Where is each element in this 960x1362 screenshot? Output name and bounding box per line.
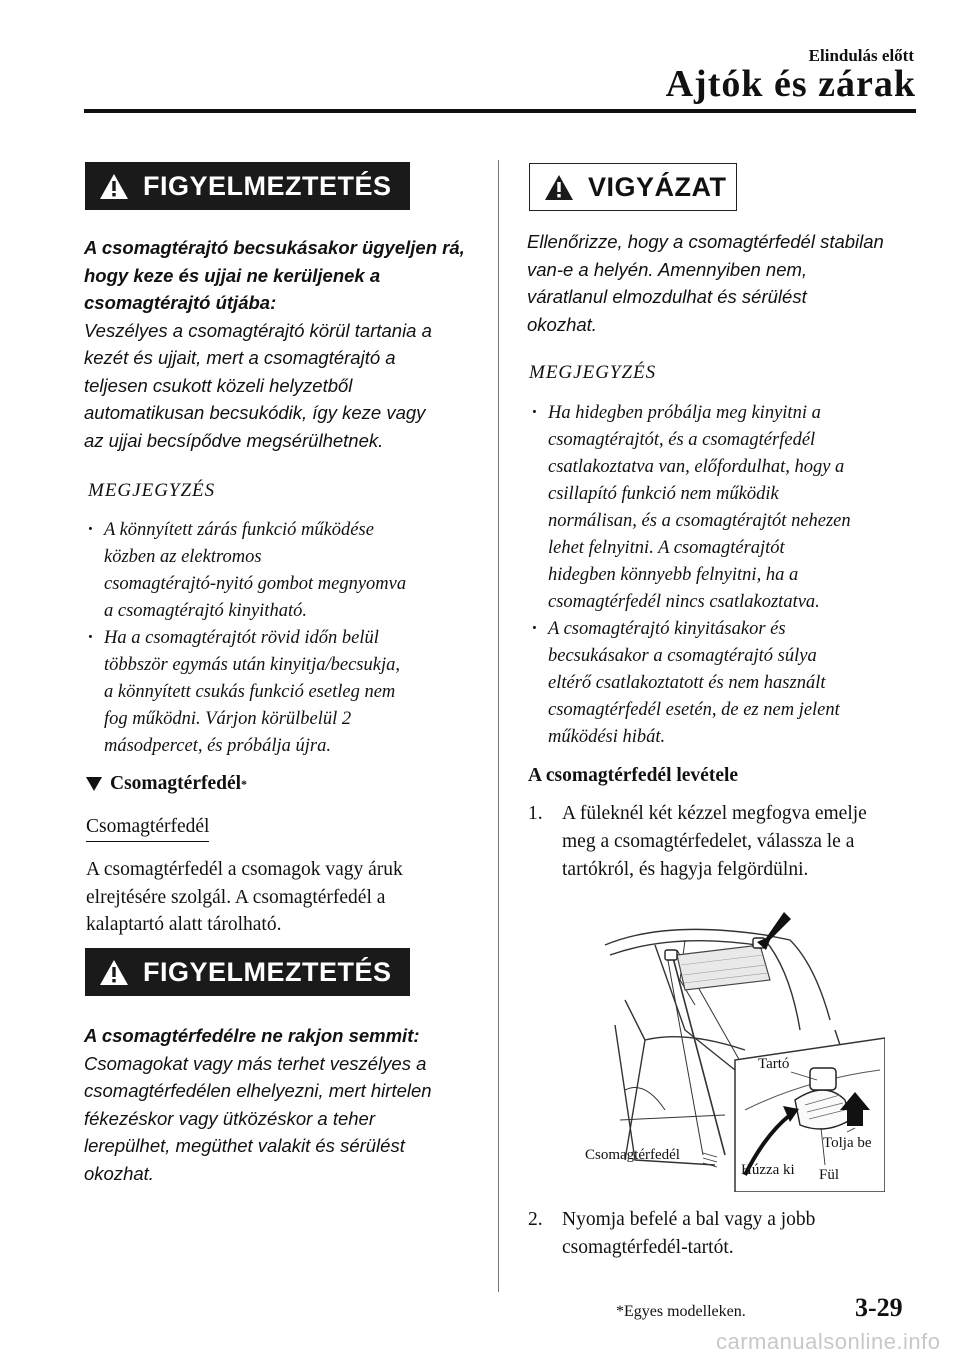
note-line: · Ha hidegben próbálja meg kinyitni a (548, 403, 821, 423)
warning-2-body-line: okozhat. (84, 1162, 154, 1184)
step-item (528, 800, 928, 884)
warning-2-body-line: fékezéskor vagy ütközéskor a teher (84, 1107, 376, 1129)
underlined-heading: Csomagtérfedél (86, 816, 209, 842)
footnote-marker: * (241, 776, 248, 791)
removal-heading: A csomagtérfedél levétele (528, 765, 739, 786)
note-line: a csomagtérajtó kinyitható. (104, 601, 307, 621)
warning-label-1 (85, 162, 410, 210)
note-line: csillapító funkció nem működik (548, 484, 779, 504)
column-divider (498, 160, 499, 1292)
note-line: másodpercet, és próbálja újra. (104, 736, 331, 756)
note-list-left (84, 517, 484, 760)
step-item (528, 1206, 928, 1262)
paragraph-line: kalaptartó alatt tárolható. (86, 914, 282, 935)
warning-2-body-line: lerepülhet, megüthet valakit és sérülést (84, 1135, 405, 1156)
note-item (528, 616, 928, 751)
paragraph-line: elrejtésére szolgál. A csomagtérfedél a (86, 886, 386, 908)
note-line: eltérő csatlakoztatott és nem használt (548, 673, 826, 693)
section-title: Elindulás előtt (808, 46, 914, 65)
note-line: fog működni. Várjon körülbelül 2 (104, 709, 352, 729)
warning-2-text (84, 1022, 476, 1187)
warning-1-body-line: automatikusan becsukódik, így keze vagy (84, 402, 426, 423)
note-line: csomagtérajtó-nyitó gombot megnyomva (104, 574, 407, 594)
note-item (84, 625, 484, 760)
step-text (562, 800, 867, 884)
paragraph-line: A csomagtérfedél a csomagok vagy áruk (86, 859, 403, 880)
note-line: csomagtérajtót, és a csomagtérfedél (548, 430, 816, 450)
warning-icon (99, 173, 129, 200)
note-line: normálisan, és a csomagtérajtót nehezen (548, 511, 851, 531)
warning-1-body-line: az ujjai becsípődve megsérülhetnek. (84, 429, 384, 451)
step-list-2 (528, 1206, 928, 1262)
warning-1-body-line: teljesen csukott közeli helyzetből (84, 374, 353, 396)
step-line: A füleknél két kézzel megfogva emelje (562, 803, 867, 824)
cover-paragraph (86, 856, 478, 939)
step-list-1 (528, 800, 928, 884)
note-line: csomagtérfedél nincs csatlakoztatva. (548, 592, 820, 612)
note-line: csomagtérfedél esetén, de ez nem jelent (548, 700, 840, 720)
note-line: · A könnyített zárás funkció működése (104, 520, 374, 540)
note-line: közben az elektromos (104, 547, 262, 567)
note-line: · A csomagtérajtó kinyitásakor és (548, 619, 786, 639)
warning-2-body-line: Csomagokat vagy más terhet veszélyes a (84, 1052, 427, 1074)
header-rule (84, 109, 916, 113)
figure-label-holder: Tartó (758, 1056, 790, 1072)
note-line: becsukásakor a csomagtérajtó súlya (548, 646, 817, 666)
warning-1-body-line: Veszélyes a csomagtérajtó körül tartania a (84, 319, 432, 341)
note-line: · Ha a csomagtérajtót rövid időn belül (104, 628, 379, 648)
warning-1-title-line: hogy keze és ujjai ne kerüljenek a (84, 264, 381, 286)
note-title-right: MEGJEGYZÉS (529, 362, 657, 383)
warning-2-title-line: A csomagtérfedélre ne rakjon semmit: (84, 1025, 420, 1046)
caution-label (529, 163, 737, 211)
step-line: Nyomja befelé a bal vagy a jobb (562, 1209, 816, 1230)
watermark: carmanualsonline.info (716, 1329, 941, 1354)
note-item (84, 517, 484, 625)
note-item (528, 400, 928, 616)
step-number: 2. (528, 1209, 543, 1230)
page-number: 3-29 (855, 1293, 903, 1322)
warning-1-title-line: csomagtérajtó útjába: (84, 292, 277, 313)
note-line: többször egymás után kinyitja/becsukja, (104, 655, 400, 675)
figure-label-pull: Húzza ki (741, 1162, 795, 1178)
subsection-heading-text: Csomagtérfedél (110, 773, 242, 794)
caution-label-text: VIGYÁZAT (588, 171, 727, 202)
caution-text (527, 228, 927, 338)
chapter-title: Ajtók és zárak (665, 63, 916, 105)
warning-icon (99, 959, 129, 986)
note-line: hidegben könnyebb felnyitni, ha a (548, 565, 799, 585)
figure-label-cover: Csomagtérfedél (585, 1147, 680, 1163)
caution-body-line: okozhat. (527, 313, 597, 335)
step-text (562, 1206, 815, 1262)
footnote: *Egyes modelleken. (616, 1303, 746, 1320)
figure-label-tab: Fül (819, 1167, 840, 1183)
step-line: csomagtérfedél-tartót. (562, 1237, 734, 1258)
caution-body-line: van-e a helyén. Amennyiben nem, (527, 258, 808, 280)
caution-body-line: váratlanul elmozdulhat és sérülést (527, 286, 807, 307)
warning-label-2 (85, 948, 410, 996)
figure-label-push: Tolja be (823, 1135, 872, 1151)
note-line: a könnyített csukás funkció esetleg nem (104, 682, 396, 702)
caution-icon (544, 174, 574, 201)
warning-label-text: FIGYELMEZTETÉS (143, 170, 392, 201)
note-line: működési hibát. (548, 727, 666, 747)
step-line: tartókról, és hagyja felgördülni. (562, 859, 809, 880)
note-title-left: MEGJEGYZÉS (88, 480, 216, 501)
warning-1-body-line: kezét és ujjait, mert a csomagtérajtó a (84, 347, 396, 368)
note-line: lehet felnyitni. A csomagtérajtót (548, 538, 785, 558)
triangle-bullet-icon (86, 777, 102, 791)
step-number: 1. (528, 803, 543, 824)
caution-body-line: Ellenőrizze, hogy a csomagtérfedél stabilan (527, 231, 884, 252)
step-line: meg a csomagtérfedelet, válassza le a (562, 831, 855, 852)
warning-2-body-line: csomagtérfedélen elhelyezni, mert hirtelen (84, 1080, 432, 1101)
note-line: csatlakoztatva van, előfordulhat, hogy a (548, 457, 845, 477)
warning-1-text (84, 234, 476, 454)
subsection-heading (86, 773, 247, 795)
note-list-right (528, 400, 928, 751)
cover-removal-illustration (585, 910, 885, 1192)
warning-label-text: FIGYELMEZTETÉS (143, 956, 392, 987)
warning-1-title-line: A csomagtérajtó becsukásakor ügyeljen rá, (84, 237, 465, 258)
